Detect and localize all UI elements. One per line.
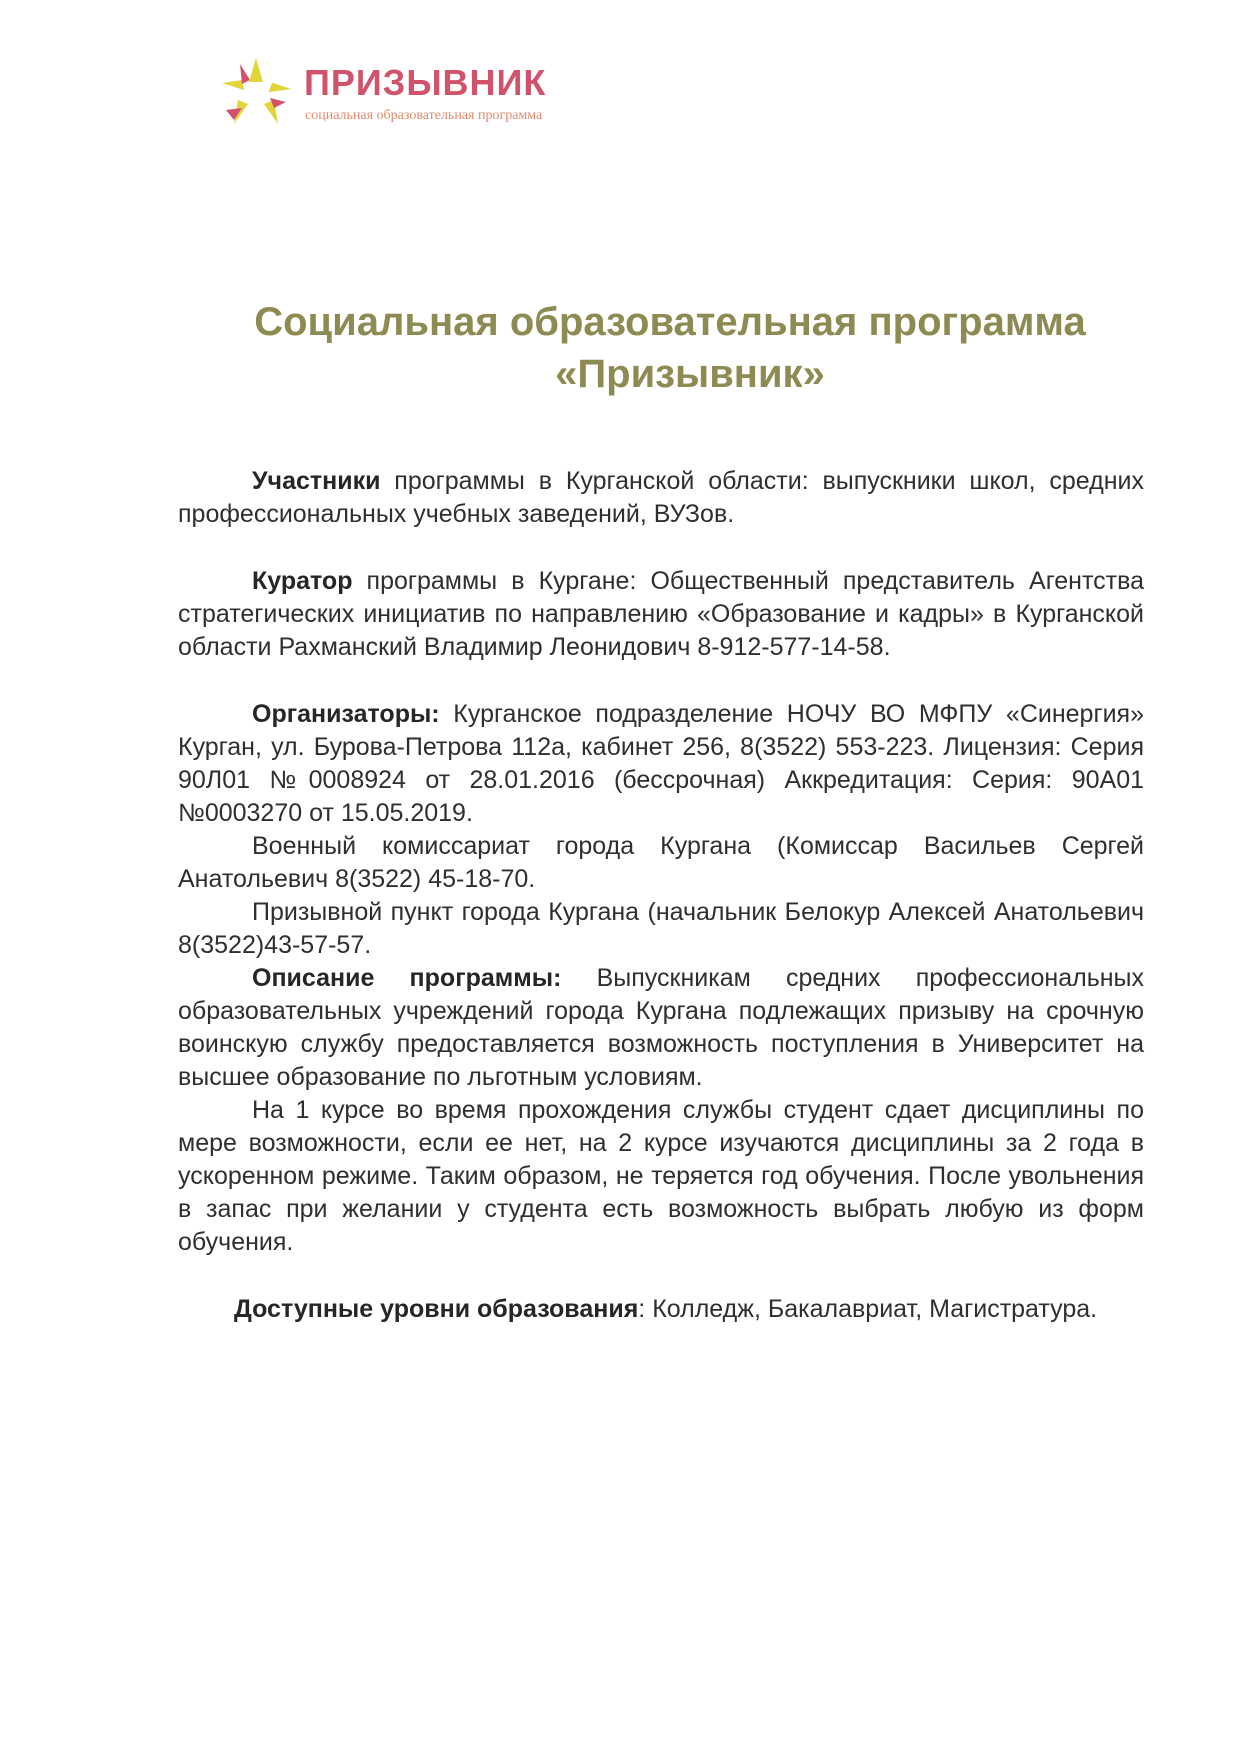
conscription-point-paragraph: Призывной пункт города Кургана (начальник Белокур Алексей Анатольевич 8(3522)43-57-57. <box>178 898 1144 959</box>
curator-text: программы в Кургане: Общественный представитель Агентства стратегических инициатив по направлению «Образование и кадры» в Курганской области Рахманский Владимир Леонидович 8-912-577-14-58. <box>178 567 1144 661</box>
participants-paragraph <box>178 465 1144 531</box>
logo-subtitle: социальная образовательная программа <box>305 108 543 123</box>
organizers-text: Курганское подразделение НОЧУ ВО МФПУ «Синергия» Курган, ул. Бурова-Петрова 112а, кабинет 256, 8(3522) 553-223. Лицензия: Серия 90Л01 №0008924 от 28.01.2016 (бессрочная) Аккредитация: Серия: 90А01 №0003270 от 15.05.2019. <box>178 700 1144 827</box>
title-line-1: Социальная образовательная программа <box>254 300 1086 344</box>
organizers-paragraph <box>178 698 1144 830</box>
document-body <box>178 465 1144 1326</box>
description-text: Выпускникам средних профессиональных образовательных учреждений города Кургана подлежащих призыву на срочную воинскую службу предоставляется возможность поступления в Университет на высшее образование по льготным условиям. <box>178 964 1144 1091</box>
levels-text: : Колледж, Бакалавриат, Магистратура. <box>638 1295 1098 1323</box>
logo-title: ПРИЗЫВНИК <box>304 62 547 103</box>
prizyvnik-logo <box>214 52 614 142</box>
levels-paragraph <box>178 1293 1144 1326</box>
curator-paragraph <box>178 565 1144 664</box>
description-paragraph-2: На 1 курсе во время прохождения службы студент сдает дисциплины по мере возможности, если ее нет, на 2 курсе изучаются дисциплины за 2 года в ускоренном режиме. Таким образом, не теряется год обучения. После увольнения в запас при желании у студента есть возможность выбрать любую из форм обучения. <box>178 1096 1144 1256</box>
document-title <box>0 296 1240 400</box>
levels-label: Доступные уровни образования <box>234 1295 639 1323</box>
description-label: Описание программы: <box>252 964 562 992</box>
curator-label: Куратор <box>252 567 353 595</box>
participants-text: программы в Курганской области: выпускники школ, средних профессиональных учебных заведений, ВУЗов. <box>178 467 1144 528</box>
description-paragraph <box>178 962 1144 1094</box>
participants-label: Участники <box>252 467 381 495</box>
commissariat-paragraph: Военный комиссариат города Кургана (Комиссар Васильев Сергей Анатольевич 8(3522) 45-18-70. <box>178 832 1144 893</box>
star-logo-icon <box>214 52 298 136</box>
title-line-2: «Призывник» <box>555 352 825 396</box>
organizers-label: Организаторы: <box>252 700 440 728</box>
